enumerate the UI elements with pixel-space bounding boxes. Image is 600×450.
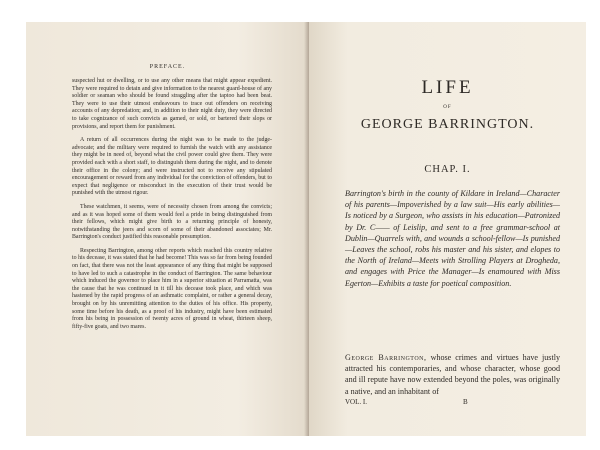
preface-paragraph: These watchmen, it seems, were of necessity chosen from among the convicts; and as it was hoped some of them would feel a pride in being distinguished from their fellows, which might give birth to a returning principle of honesty, notwithstanding the jeers and scorn of some of their abandoned associates; Mr. Barrington's conduct justified this reasonable presumption. xyxy=(72,203,272,241)
preface-paragraph: Respecting Barrington, among other reports which reached this country relative to his decease, it was stated that he had become! This was so far from being founded on fact, that there was not the least appearance of any thing that might be supposed to have led to such a catastrophe in the conduct of Barrington. The same behaviour which induced the governor to place him in a superior situation at Parramatta, was the cause that he was continued in it till his decease took place, and which was hastened by the rapid progress of an asthmatic complaint, or rather a general decay, brought on by his unremitting attention to the duties of his office. His property, some time before his death, as a proof of his industry, might have been estimated from his being in possession of twenty acres of ground in wheat, thirteen sheep, fifty-five goats, and two mares. xyxy=(72,247,272,330)
book-title: LIFE xyxy=(421,77,474,98)
signature-mark: B xyxy=(463,398,468,406)
volume-label: VOL. I. xyxy=(345,398,367,406)
opening-words: George Barrington, xyxy=(345,353,427,362)
running-head: PREFACE. xyxy=(149,64,186,70)
chapter-summary: Barrington's birth in the county of Kildare in Ireland—Character of his parents—Impoverished by a law suit—His early abilities—Is noticed by a Surgeon, who assists in his education—Patronized by Dr. C—— of Leislip, and sent to a free grammar-school at Dublin—Quarrels with, and wounds a school-fellow—Is punished—Leaves the school, robs his master and his sister, and elopes to the North of Ireland—Meets with Strolling Players at Drogheda, and engages with Price the Manager—Is enamoured with Miss Egerton—Exhibits a taste for poetical composition. xyxy=(345,189,560,288)
preface-text xyxy=(72,78,272,337)
title-of: OF xyxy=(443,105,452,110)
open-book xyxy=(26,22,586,436)
chapter-text-body: whose crimes and virtues have justly attracted his contemporaries, and whose character, whose good and ill repute have now extended beyond the poles, was originally a native, and an inhabitant of xyxy=(345,353,560,396)
preface-paragraph: suspected hut or dwelling, or to use any other means that might appear expedient. They were required to detain and give information to the nearest guard-house of any soldier or seaman who should be found straggling after the taptoo had been beat. They were to use their utmost endeavours to trace out offenders on receiving accounts of any depredation; and, in addition to their night duty, they were directed to take cognizance of such convicts as gamed, or sold, or bartered their slops or provisions, and report them for punishment. xyxy=(72,78,272,130)
left-page xyxy=(26,22,309,436)
preface-paragraph: A return of all occurrences during the night was to be made to the judge-advocate; and the military were required to furnish the watch with any assistance they might be in need of, beyond what the civil power could give them. They were provided each with a short staff, to distinguish them during the night, and to denote their office in the colony; and were instructed not to receive any stipulated encouragement or reward from any individual for the conviction of offenders, but to expect that negligence or misconduct in the execution of their trust would be punished with the utmost rigour. xyxy=(72,137,272,197)
chapter-heading: CHAP. I. xyxy=(424,164,471,175)
subject-name: GEORGE BARRINGTON. xyxy=(360,117,535,132)
right-page xyxy=(309,22,586,436)
chapter-text xyxy=(345,352,560,397)
